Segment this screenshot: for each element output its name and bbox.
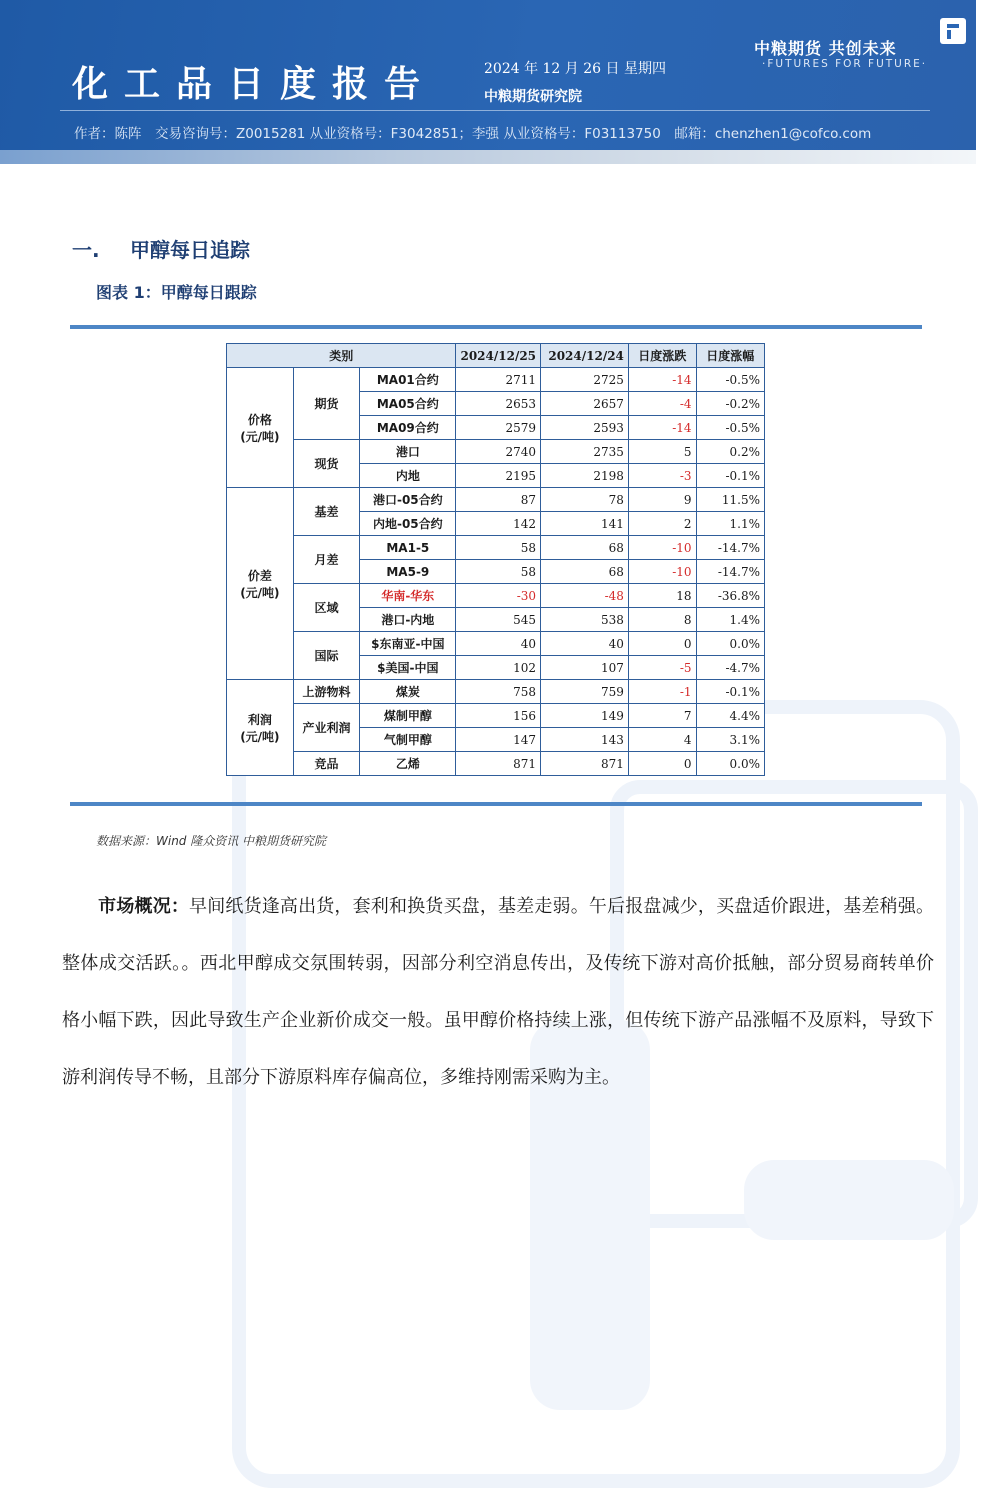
row-item: $东南亚-中国: [360, 632, 456, 656]
row-change: -14: [628, 416, 696, 440]
row-item: MA5-9: [360, 560, 456, 584]
group-unit: (元/吨): [240, 729, 280, 744]
row-value-1: 102: [456, 656, 541, 680]
row-pct: 0.2%: [696, 440, 764, 464]
row-value-2: 2198: [541, 464, 629, 488]
row-pct: 4.4%: [696, 704, 764, 728]
group-name: 价格: [247, 412, 272, 427]
table-row: [227, 488, 765, 512]
row-value-2: 2725: [541, 368, 629, 392]
header-daily-pct: 日度涨幅: [696, 344, 764, 368]
row-value-1: 142: [456, 512, 541, 536]
row-value-1: 2653: [456, 392, 541, 416]
row-item: 内地: [360, 464, 456, 488]
row-item: MA09合约: [360, 416, 456, 440]
row-change: -5: [628, 656, 696, 680]
row-pct: -0.2%: [696, 392, 764, 416]
row-value-1: 87: [456, 488, 541, 512]
row-pct: -0.5%: [696, 416, 764, 440]
row-value-2: 871: [541, 752, 629, 776]
header-divider: [60, 110, 930, 111]
report-header: [0, 0, 976, 152]
watermark-shape: [744, 1160, 954, 1240]
row-value-1: 758: [456, 680, 541, 704]
subgroup-region: 区域: [293, 584, 359, 632]
row-value-2: 149: [541, 704, 629, 728]
row-item: MA1-5: [360, 536, 456, 560]
row-value-1: 58: [456, 536, 541, 560]
group-name: 价差: [247, 568, 272, 583]
brand-slogan: ·FUTURES FOR FUTURE·: [762, 58, 928, 70]
row-value-1: 871: [456, 752, 541, 776]
header-date-2: 2024/12/24: [541, 344, 629, 368]
row-change: -4: [628, 392, 696, 416]
report-date: 2024 年 12 月 26 日 星期四: [484, 61, 666, 77]
group-cell-spread: [227, 488, 294, 680]
row-value-1: 58: [456, 560, 541, 584]
report-title: 化工品日度报告: [72, 63, 437, 105]
header-date-1: 2024/12/25: [456, 344, 541, 368]
market-overview: [62, 878, 934, 1106]
brand-name: 中粮期货 共创未来: [754, 39, 897, 58]
row-item: 华南-华东: [360, 584, 456, 608]
group-unit: (元/吨): [240, 585, 280, 600]
row-change: -3: [628, 464, 696, 488]
row-value-2: 2593: [541, 416, 629, 440]
row-value-2: 2657: [541, 392, 629, 416]
report-org: 中粮期货研究院: [484, 89, 582, 105]
row-pct: 0.0%: [696, 752, 764, 776]
row-change: 0: [628, 632, 696, 656]
row-item: 煤制甲醇: [360, 704, 456, 728]
row-value-1: 2195: [456, 464, 541, 488]
row-change: 8: [628, 608, 696, 632]
row-value-2: 2735: [541, 440, 629, 464]
row-change: 0: [628, 752, 696, 776]
row-change: 5: [628, 440, 696, 464]
row-value-2: 68: [541, 536, 629, 560]
row-item: 港口-05合约: [360, 488, 456, 512]
row-value-1: 2579: [456, 416, 541, 440]
header-decor-strip: [0, 150, 976, 164]
table-row: [227, 680, 765, 704]
row-value-1: 40: [456, 632, 541, 656]
row-value-1: -30: [456, 584, 541, 608]
overview-text: 早间纸货逢高出货，套利和换货买盘，基差走弱。午后报盘减少，买盘适价跟进，基差稍强。整体成交活跃。。西北甲醇成交氛围转弱，因部分利空消息传出，及传统下游对高价抵触，部分贸易商转单价格小幅下跌，因此导致生产企业新价成交一般。虽甲醇价格持续上涨，但传统下游产品涨幅不及原料，导致下游利润传导不畅，且部分下游原料库存偏高位，多维持刚需采购为主。: [62, 896, 934, 1088]
row-value-2: 107: [541, 656, 629, 680]
methanol-tracking-table: [226, 343, 765, 776]
row-item: 内地-05合约: [360, 512, 456, 536]
row-value-2: 141: [541, 512, 629, 536]
subgroup-month-spread: 月差: [293, 536, 359, 584]
row-value-1: 545: [456, 608, 541, 632]
row-value-2: 143: [541, 728, 629, 752]
subgroup-industry-profit: 产业利润: [293, 704, 359, 752]
data-source: 数据来源：Wind 隆众资讯 中粮期货研究院: [96, 834, 327, 848]
row-value-1: 2740: [456, 440, 541, 464]
row-pct: -14.7%: [696, 536, 764, 560]
section-number: 一.: [72, 238, 100, 262]
row-item: MA05合约: [360, 392, 456, 416]
row-pct: -0.1%: [696, 680, 764, 704]
group-unit: (元/吨): [240, 429, 280, 444]
row-change: 7: [628, 704, 696, 728]
row-value-2: 40: [541, 632, 629, 656]
table-row: [227, 440, 765, 464]
table-row: [227, 704, 765, 728]
row-pct: -0.1%: [696, 464, 764, 488]
row-item: 港口: [360, 440, 456, 464]
group-name: 利润: [247, 712, 272, 727]
table-row: [227, 536, 765, 560]
figure-top-rule: [70, 325, 922, 329]
row-pct: -4.7%: [696, 656, 764, 680]
row-value-1: 156: [456, 704, 541, 728]
header-category: 类别: [227, 344, 456, 368]
row-item: 煤炭: [360, 680, 456, 704]
table-row: [227, 584, 765, 608]
section-heading: [72, 234, 250, 263]
overview-label: 市场概况：: [98, 896, 190, 917]
row-value-2: 759: [541, 680, 629, 704]
figure-bottom-rule: [70, 802, 922, 806]
table-row: [227, 752, 765, 776]
subgroup-spot: 现货: [293, 440, 359, 488]
table-row: [227, 632, 765, 656]
row-change: 4: [628, 728, 696, 752]
row-change: -1: [628, 680, 696, 704]
row-item: 港口-内地: [360, 608, 456, 632]
row-pct: -0.5%: [696, 368, 764, 392]
row-value-1: 147: [456, 728, 541, 752]
row-change: 18: [628, 584, 696, 608]
table-row: [227, 368, 765, 392]
subgroup-upstream: 上游物料: [293, 680, 359, 704]
row-pct: 3.1%: [696, 728, 764, 752]
row-value-2: -48: [541, 584, 629, 608]
row-value-1: 2711: [456, 368, 541, 392]
header-daily-change: 日度涨跌: [628, 344, 696, 368]
row-pct: 11.5%: [696, 488, 764, 512]
row-value-2: 68: [541, 560, 629, 584]
row-item: $美国-中国: [360, 656, 456, 680]
row-pct: -36.8%: [696, 584, 764, 608]
group-cell-profit: [227, 680, 294, 776]
row-change: 9: [628, 488, 696, 512]
row-pct: 1.1%: [696, 512, 764, 536]
row-change: 2: [628, 512, 696, 536]
row-change: -10: [628, 560, 696, 584]
row-item: MA01合约: [360, 368, 456, 392]
row-change: -10: [628, 536, 696, 560]
row-pct: -14.7%: [696, 560, 764, 584]
row-item: 乙烯: [360, 752, 456, 776]
subgroup-international: 国际: [293, 632, 359, 680]
brand-logo-icon: [940, 18, 966, 44]
section-title: 甲醇每日追踪: [130, 238, 250, 262]
row-change: -14: [628, 368, 696, 392]
table-header-row: [227, 344, 765, 368]
row-pct: 0.0%: [696, 632, 764, 656]
row-value-2: 78: [541, 488, 629, 512]
subgroup-competitor: 竞品: [293, 752, 359, 776]
row-item: 气制甲醇: [360, 728, 456, 752]
row-value-2: 538: [541, 608, 629, 632]
subgroup-basis: 基差: [293, 488, 359, 536]
figure-caption: 图表 1：甲醇每日跟踪: [96, 283, 257, 302]
report-authors: 作者：陈阵 交易咨询号：Z0015281 从业资格号：F3042851；李强 从业资格号：F03113750 邮箱：chenzhen1@cofco.com: [74, 126, 872, 142]
subgroup-futures: 期货: [293, 368, 359, 440]
group-cell-price: [227, 368, 294, 488]
row-pct: 1.4%: [696, 608, 764, 632]
